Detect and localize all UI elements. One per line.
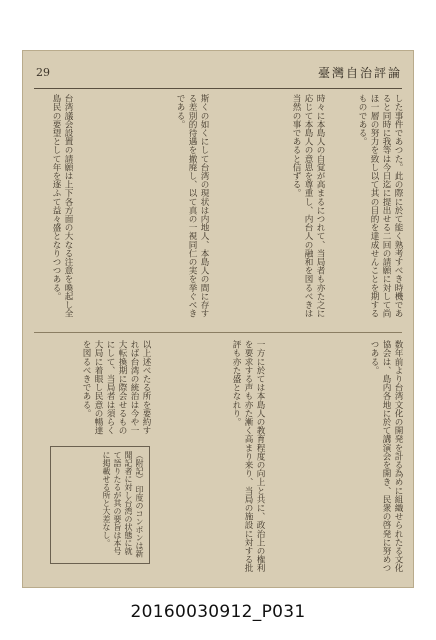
text-column-top-right: した事件であつた。此の際に於て能く熟考すべき時機であると同時に我等は今日迄に提出せる二回の請願に対して尚ほ一層の努力を致し以て其の目的を達成せんことを期するものである。 bbox=[357, 94, 403, 318]
header-rule bbox=[34, 88, 402, 89]
page-number: 29 bbox=[36, 66, 50, 79]
running-title: 臺灣自治評論 bbox=[317, 66, 402, 80]
text-column-top-middle: 時々に本島人の自覚が高まるにつれて、当局者も亦た之に応じて本島人の意思を尊重し、内台人の融和を図るべきは当然の事であると信ずる。 bbox=[291, 94, 325, 318]
note-label: （附記） bbox=[135, 451, 144, 483]
note-text: 印度のコンポンは新聞記者に対し台湾の状態に就て語りたるが其の要旨は本号に掲載せる所と大差なし。 bbox=[102, 451, 144, 558]
text-column-top-far-left: 台湾議会設置の請願は上下各方面の大なる注意を喚起し全島民の要望として年を逐ふて益々盛となりつつある。 bbox=[51, 94, 73, 318]
text-column-bottom-right: 数年前より台湾文化の開発を計る為めに組織せられたる文化協会は、島内各地に於て講演会を開き、民衆の啓発に努めつつある。 bbox=[369, 340, 403, 573]
text-column-top-left: 斯くの如くにして台湾の現状は内地人、本島人の間に存する差別的待遇を撤廃し、以て真の一視同仁の実を挙ぐべきである。 bbox=[175, 94, 209, 318]
appendix-note-box bbox=[50, 446, 150, 564]
scanned-magazine-page bbox=[22, 50, 414, 588]
text-column-bottom-middle: 一方に於ては本島人の教育程度の向上と共に、政治上の権利を要求する声も亦た漸く高まり来り、当局の施設に対する批評も亦た盛となれり。 bbox=[231, 340, 265, 573]
column-divider bbox=[34, 332, 402, 333]
catalog-id-label: 20160030912_P031 bbox=[130, 602, 306, 622]
text-column-bottom-left: 以上述べたる所を要約すれば台湾の統治は今や一大転換期に際会せるものにして、当局者は須らく大局に着眼し民意の暢達を図るべきである。 bbox=[81, 340, 151, 435]
